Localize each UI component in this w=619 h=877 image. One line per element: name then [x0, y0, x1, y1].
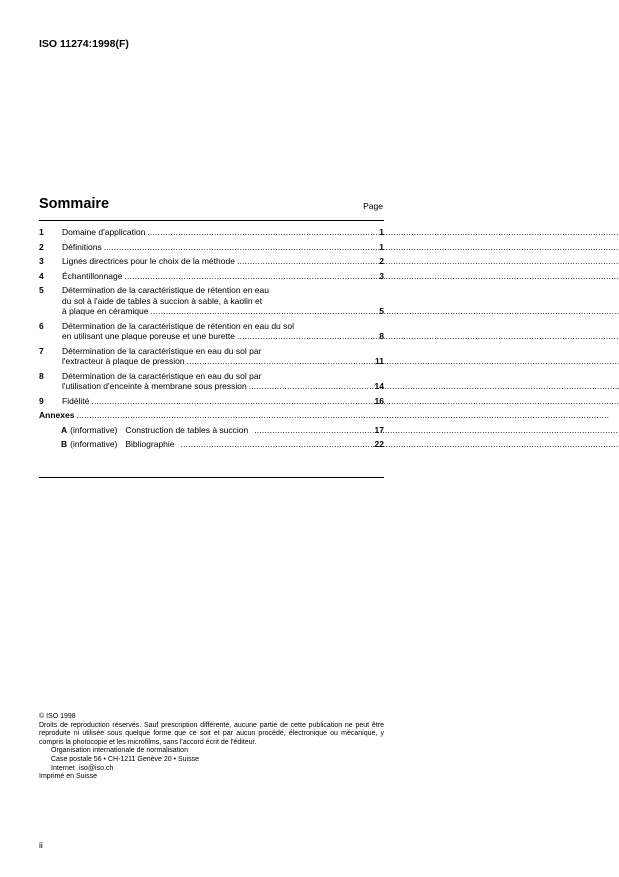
toc-entry-page: 3 [379, 270, 384, 281]
document-header: ISO 11274:1998(F) [39, 38, 129, 50]
table-of-contents [39, 227, 384, 454]
toc-entry-number: 4 [39, 270, 44, 281]
annex-entry[interactable] [39, 425, 384, 436]
dot-leader [76, 410, 609, 421]
toc-entry[interactable] [39, 271, 384, 282]
toc-entry-title: l'extracteur à plaque de pression [62, 356, 185, 366]
toc-entry-title: Détermination de la caractéristique de rétention en eau [62, 285, 269, 295]
dot-leader [187, 356, 619, 367]
toc-entry-title: Fidélité [62, 395, 90, 406]
page-column-label: Page [363, 201, 383, 211]
toc-entry-page: 2 [379, 256, 384, 266]
toc-entry-title: Échantillonnage [62, 270, 123, 281]
organization-name: Organisation internationale de normalisation [51, 747, 188, 755]
toc-entry-page: 1 [379, 241, 384, 252]
dot-leader [237, 256, 619, 267]
toc-entry[interactable] [39, 321, 384, 342]
toc-entry-number: 2 [39, 241, 44, 252]
dot-leader [125, 271, 619, 282]
copyright-line: © ISO 1998 [39, 713, 76, 720]
toc-entry[interactable] [39, 285, 384, 317]
annex-page: 17 [374, 424, 384, 435]
toc-entry-number: 8 [39, 370, 44, 381]
dot-leader [104, 242, 619, 253]
annexes-heading: Annexes [39, 410, 75, 420]
toc-entry-title: en utilisant une plaque poreuse et une burette [62, 331, 235, 341]
toc-entry[interactable] [39, 242, 384, 253]
annex-letter: B [61, 439, 68, 449]
page-number: ii [39, 840, 43, 850]
toc-entry-page: 8 [379, 331, 384, 341]
annex-title: Construction de tables à succion [125, 424, 249, 435]
toc-entry-page: 11 [375, 356, 384, 366]
toc-entry-number: 6 [39, 320, 44, 331]
toc-entry-title: Détermination de la caractéristique en eau du sol par [62, 370, 262, 381]
toc-entry-title: Définitions [62, 241, 102, 252]
toc-entry[interactable] [39, 396, 384, 407]
toc-entry-number: 7 [39, 345, 44, 356]
toc-entry-number: 1 [39, 227, 44, 237]
annexes-heading-row [39, 410, 384, 421]
toc-bottom-rule [39, 477, 384, 478]
toc-entry-title: du sol à l'aide de tables à succion à sable, à kaolin et [62, 295, 263, 306]
toc-entry-title: Détermination de la caractéristique en eau du sol par [62, 345, 262, 356]
toc-entry-title: Lignes directrices pour le choix de la méthode [62, 256, 235, 266]
toc-entry-page: 1 [379, 227, 384, 237]
toc-entry-number: 9 [39, 395, 44, 406]
dot-leader [249, 381, 619, 392]
annex-page: 22 [374, 439, 384, 449]
annex-title: Bibliographie [125, 439, 175, 449]
internet-line [39, 765, 384, 774]
annex-type: (informative) [70, 439, 118, 449]
dot-leader [150, 306, 619, 317]
printed-in: Imprimé en Suisse [39, 773, 97, 781]
toc-entry[interactable] [39, 346, 384, 367]
toc-entry[interactable] [39, 371, 384, 392]
toc-entry-page: 5 [379, 306, 384, 316]
dot-leader [91, 396, 619, 407]
toc-entry-page: 14 [374, 381, 384, 391]
dot-leader [237, 331, 619, 342]
toc-entry-number: 5 [39, 285, 44, 295]
dot-leader [254, 425, 619, 436]
toc-entry-title: Détermination de la caractéristique de rétention en eau du sol [62, 320, 295, 331]
toc-entry[interactable] [39, 256, 384, 267]
internet-label: Internet [51, 764, 75, 772]
annex-type: (informative) [70, 424, 118, 435]
toc-entry-number: 3 [39, 256, 44, 266]
postal-address: Case postale 56 • CH-1211 Genève 20 • Suisse [51, 755, 199, 763]
toc-title: Sommaire [39, 196, 110, 212]
toc-entry-page: 16 [374, 395, 384, 406]
rights-statement: Droits de reproduction réservés. Sauf prescription différente, aucune partie de cette publication ne peut être reproduite ni utilisée sous quelque forme que ce soit et par aucun procédé, électronique ou mécanique, y compris la photocopie et les microfilms, sans l'accord écrit de l'éditeur. [39, 721, 384, 746]
toc-top-rule [39, 220, 384, 221]
annex-entry[interactable] [39, 439, 384, 450]
toc-entry-title: à plaque en céramique [62, 306, 149, 316]
copyright-notice [39, 713, 384, 782]
toc-entry-title: l'utilisation d'enceinte à membrane sous pression [62, 381, 247, 391]
toc-entry-title: Domaine d'application [62, 227, 146, 237]
dot-leader [181, 439, 619, 450]
annex-letter: A [61, 424, 68, 435]
email-address: iso@iso.ch [79, 764, 114, 772]
toc-entry[interactable] [39, 227, 384, 238]
